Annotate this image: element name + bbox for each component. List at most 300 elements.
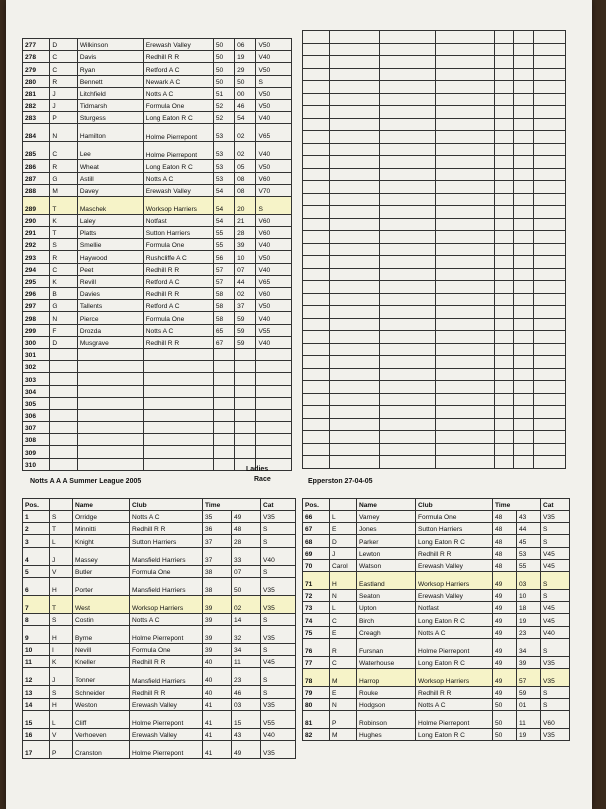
time-min-cell: 49: [493, 589, 517, 601]
table-row: [23, 348, 292, 360]
empty-cell: [329, 181, 379, 194]
table-row: [23, 184, 292, 196]
position-cell: 77: [303, 656, 330, 668]
empty-cell: [533, 131, 565, 144]
time-sec-cell: 08: [235, 184, 256, 196]
table-row: [303, 547, 570, 559]
name-cell: Ryan: [77, 63, 143, 75]
name-cell: Davey: [77, 184, 143, 196]
table-row: [303, 589, 570, 601]
time-min-cell: 36: [203, 523, 232, 535]
category-cell: V40: [256, 51, 292, 63]
time-min-cell: 41: [203, 710, 232, 728]
table-row: [23, 124, 292, 142]
name-cell: Wilkinson: [77, 39, 143, 51]
position-cell: 69: [303, 547, 330, 559]
empty-cell: [494, 181, 513, 194]
empty-cell: [303, 131, 330, 144]
empty-cell: [379, 381, 435, 394]
initial-cell: H: [330, 571, 357, 589]
time-min-cell: 54: [213, 196, 234, 214]
empty-cell: [533, 168, 565, 181]
club-cell: [143, 361, 213, 373]
empty-cell: [329, 456, 379, 469]
table-row: [23, 214, 292, 226]
time-min-cell: 40: [203, 656, 232, 668]
time-min-cell: 50: [213, 63, 234, 75]
empty-cell: [379, 31, 435, 44]
position-cell: 4: [23, 547, 50, 565]
empty-cell: [303, 68, 330, 81]
empty-cell: [379, 281, 435, 294]
empty-cell: [494, 456, 513, 469]
empty-cell: [329, 343, 379, 356]
empty-cell: [379, 118, 435, 131]
empty-cell: [329, 131, 379, 144]
time-sec-cell: 29: [235, 63, 256, 75]
time-sec-cell: 07: [235, 263, 256, 275]
empty-cell: [514, 56, 533, 69]
empty-cell: [494, 168, 513, 181]
empty-cell: [514, 68, 533, 81]
venue-date: Epperston 27-04-05: [308, 478, 373, 485]
position-cell: 292: [23, 239, 50, 251]
empty-cell: [435, 293, 494, 306]
club-cell: [143, 373, 213, 385]
empty-row: [303, 268, 566, 281]
time-sec-cell: 50: [232, 577, 261, 595]
empty-cell: [494, 281, 513, 294]
category-cell: V45: [541, 614, 570, 626]
table-row: [23, 535, 296, 547]
empty-cell: [514, 418, 533, 431]
category-cell: V55: [256, 324, 292, 336]
initial-cell: V: [50, 728, 73, 740]
category-cell: V60: [256, 288, 292, 300]
name-cell: Rouke: [357, 686, 416, 698]
empty-row: [303, 306, 566, 319]
empty-cell: [379, 268, 435, 281]
time-sec-cell: 39: [235, 239, 256, 251]
club-cell: Redhill R R: [143, 263, 213, 275]
empty-cell: [435, 331, 494, 344]
col-cat-header: Cat: [541, 499, 570, 511]
time-sec-cell: 11: [232, 656, 261, 668]
empty-cell: [303, 393, 330, 406]
time-sec-cell: 02: [232, 595, 261, 613]
name-cell: [77, 397, 143, 409]
empty-cell: [494, 81, 513, 94]
initial-cell: E: [330, 686, 357, 698]
position-cell: 79: [303, 686, 330, 698]
empty-cell: [379, 431, 435, 444]
time-min-cell: 39: [203, 613, 232, 625]
club-cell: Mansfield Harriers: [130, 577, 203, 595]
name-cell: Butler: [73, 565, 130, 577]
name-cell: Astill: [77, 172, 143, 184]
initial-cell: T: [50, 227, 77, 239]
initial-cell: K: [50, 656, 73, 668]
empty-cell: [329, 406, 379, 419]
club-cell: Newark A C: [143, 75, 213, 87]
empty-cell: [514, 118, 533, 131]
empty-cell: [379, 368, 435, 381]
empty-row: [303, 281, 566, 294]
club-cell: Long Eaton R C: [143, 160, 213, 172]
empty-row: [303, 106, 566, 119]
empty-cell: [494, 256, 513, 269]
category-cell: S: [261, 686, 296, 698]
time-sec-cell: 06: [235, 39, 256, 51]
empty-row: [303, 406, 566, 419]
empty-cell: [494, 56, 513, 69]
time-sec-cell: 43: [232, 728, 261, 740]
empty-cell: [514, 318, 533, 331]
initial-cell: J: [50, 668, 73, 686]
category-cell: V50: [256, 99, 292, 111]
table-row: [23, 385, 292, 397]
category-cell: S: [261, 565, 296, 577]
empty-cell: [514, 181, 533, 194]
empty-cell: [303, 406, 330, 419]
empty-row: [303, 181, 566, 194]
club-cell: Holme Pierrepont: [130, 625, 203, 643]
club-cell: Notfast: [416, 602, 493, 614]
name-cell: Minnitti: [73, 523, 130, 535]
category-cell: S: [256, 196, 292, 214]
empty-cell: [514, 356, 533, 369]
time-min-cell: 51: [213, 87, 234, 99]
empty-row: [303, 43, 566, 56]
club-cell: [143, 385, 213, 397]
category-cell: S: [261, 523, 296, 535]
time-min-cell: 49: [493, 686, 517, 698]
time-min-cell: 56: [213, 251, 234, 263]
time-sec-cell: 05: [235, 160, 256, 172]
col-time-header: Time: [203, 499, 261, 511]
empty-cell: [303, 456, 330, 469]
col-cat-header: Cat: [261, 499, 296, 511]
initial-cell: M: [50, 184, 77, 196]
time-sec-cell: 59: [517, 686, 541, 698]
name-cell: West: [73, 595, 130, 613]
category-cell: V40: [261, 547, 296, 565]
category-cell: V70: [256, 184, 292, 196]
empty-cell: [329, 156, 379, 169]
club-cell: [143, 446, 213, 458]
category-cell: S: [541, 523, 570, 535]
empty-cell: [435, 418, 494, 431]
name-cell: [77, 373, 143, 385]
empty-cell: [533, 181, 565, 194]
initial-cell: J: [50, 87, 77, 99]
empty-cell: [329, 268, 379, 281]
table-row: [23, 686, 296, 698]
time-min-cell: 49: [493, 602, 517, 614]
category-cell: V45: [261, 656, 296, 668]
time-min-cell: 57: [213, 263, 234, 275]
position-cell: 297: [23, 300, 50, 312]
time-min-cell: 53: [213, 172, 234, 184]
empty-cell: [514, 368, 533, 381]
table-row: [23, 565, 296, 577]
empty-cell: [379, 131, 435, 144]
position-cell: 303: [23, 373, 50, 385]
club-cell: Holme Pierrepont: [143, 124, 213, 142]
empty-cell: [494, 268, 513, 281]
header-row: [23, 499, 296, 511]
table-row: [23, 251, 292, 263]
empty-cell: [329, 281, 379, 294]
time-sec-cell: 10: [517, 589, 541, 601]
time-min-cell: [213, 361, 234, 373]
time-min-cell: 65: [213, 324, 234, 336]
category-cell: V60: [256, 172, 292, 184]
empty-cell: [379, 393, 435, 406]
empty-cell: [379, 168, 435, 181]
empty-cell: [514, 193, 533, 206]
club-cell: Retford A C: [143, 275, 213, 287]
empty-cell: [514, 31, 533, 44]
club-cell: Rushcliffe A C: [143, 251, 213, 263]
time-sec-cell: 20: [235, 196, 256, 214]
empty-cell: [435, 406, 494, 419]
empty-cell: [435, 231, 494, 244]
table-row: [23, 324, 292, 336]
name-cell: Porter: [73, 577, 130, 595]
empty-row: [303, 318, 566, 331]
name-cell: Platts: [77, 227, 143, 239]
time-sec-cell: 33: [232, 547, 261, 565]
empty-cell: [494, 431, 513, 444]
club-cell: Long Eaton R C: [416, 729, 493, 741]
empty-cell: [514, 381, 533, 394]
empty-cell: [494, 156, 513, 169]
position-cell: 295: [23, 275, 50, 287]
initial-cell: H: [50, 698, 73, 710]
empty-cell: [303, 143, 330, 156]
club-cell: Mansfield Harriers: [130, 668, 203, 686]
empty-cell: [329, 368, 379, 381]
empty-cell: [303, 268, 330, 281]
name-cell: Lewton: [357, 547, 416, 559]
name-cell: Upton: [357, 602, 416, 614]
empty-cell: [533, 218, 565, 231]
club-cell: Notfast: [143, 214, 213, 226]
initial-cell: J: [50, 547, 73, 565]
initial-cell: E: [330, 626, 357, 638]
empty-cell: [379, 143, 435, 156]
time-min-cell: 55: [213, 227, 234, 239]
time-sec-cell: 48: [232, 523, 261, 535]
initial-cell: J: [330, 547, 357, 559]
empty-cell: [494, 343, 513, 356]
empty-cell: [494, 318, 513, 331]
empty-cell: [514, 43, 533, 56]
club-cell: Redhill R R: [143, 336, 213, 348]
empty-row: [303, 368, 566, 381]
empty-cell: [303, 231, 330, 244]
empty-cell: [435, 31, 494, 44]
empty-cell: [494, 118, 513, 131]
time-sec-cell: 28: [232, 535, 261, 547]
category-cell: S: [261, 535, 296, 547]
club-cell: Long Eaton R C: [416, 614, 493, 626]
position-cell: 277: [23, 39, 50, 51]
club-cell: Notts A C: [143, 87, 213, 99]
empty-cell: [379, 443, 435, 456]
club-cell: Erewash Valley: [416, 589, 493, 601]
club-cell: Erewash Valley: [143, 39, 213, 51]
position-cell: 294: [23, 263, 50, 275]
category-cell: V40: [261, 728, 296, 740]
empty-row: [303, 343, 566, 356]
empty-cell: [533, 31, 565, 44]
position-cell: 308: [23, 434, 50, 446]
time-sec-cell: 02: [235, 142, 256, 160]
time-min-cell: 35: [203, 511, 232, 523]
empty-cell: [379, 418, 435, 431]
table-row: [303, 626, 570, 638]
empty-cell: [435, 118, 494, 131]
empty-cell: [435, 343, 494, 356]
initial-cell: L: [50, 710, 73, 728]
initial-cell: P: [50, 112, 77, 124]
empty-cell: [435, 56, 494, 69]
table-row: [23, 643, 296, 655]
category-cell: S: [541, 589, 570, 601]
empty-cell: [494, 218, 513, 231]
position-cell: 307: [23, 422, 50, 434]
name-cell: Drozda: [77, 324, 143, 336]
club-cell: Long Eaton R C: [416, 656, 493, 668]
time-sec-cell: 03: [517, 571, 541, 589]
time-sec-cell: 53: [517, 547, 541, 559]
name-cell: Weston: [73, 698, 130, 710]
time-sec-cell: 08: [235, 172, 256, 184]
empty-cell: [435, 268, 494, 281]
initial-cell: C: [330, 656, 357, 668]
time-min-cell: 49: [493, 638, 517, 656]
name-cell: Byrne: [73, 625, 130, 643]
category-cell: [256, 397, 292, 409]
initial-cell: E: [330, 523, 357, 535]
empty-cell: [329, 193, 379, 206]
position-cell: 76: [303, 638, 330, 656]
time-min-cell: 48: [493, 559, 517, 571]
category-cell: [256, 446, 292, 458]
name-cell: Creagh: [357, 626, 416, 638]
time-min-cell: 40: [203, 668, 232, 686]
initial-cell: C: [50, 142, 77, 160]
time-sec-cell: [235, 422, 256, 434]
club-cell: Formula One: [416, 511, 493, 523]
empty-cell: [435, 93, 494, 106]
time-min-cell: [213, 446, 234, 458]
table-row: [303, 656, 570, 668]
category-cell: V35: [261, 698, 296, 710]
initial-cell: N: [330, 699, 357, 711]
initial-cell: C: [50, 263, 77, 275]
empty-cell: [329, 306, 379, 319]
category-cell: [256, 409, 292, 421]
time-sec-cell: 32: [232, 625, 261, 643]
initial-cell: B: [50, 288, 77, 300]
time-sec-cell: 07: [232, 565, 261, 577]
time-sec-cell: [235, 361, 256, 373]
empty-cell: [494, 356, 513, 369]
table-row: [23, 422, 292, 434]
club-cell: Redhill R R: [130, 523, 203, 535]
empty-cell: [435, 131, 494, 144]
empty-cell: [303, 306, 330, 319]
empty-cell: [379, 231, 435, 244]
empty-cell: [303, 318, 330, 331]
initial-cell: C: [50, 63, 77, 75]
time-min-cell: 50: [213, 75, 234, 87]
name-cell: Massey: [73, 547, 130, 565]
table-row: [303, 559, 570, 571]
empty-cell: [435, 143, 494, 156]
initial-cell: D: [330, 535, 357, 547]
initial-cell: [50, 348, 77, 360]
time-min-cell: 49: [493, 626, 517, 638]
time-sec-cell: 03: [232, 698, 261, 710]
empty-cell: [379, 193, 435, 206]
empty-cell: [303, 206, 330, 219]
empty-cell: [379, 156, 435, 169]
results-sheet: [6, 0, 592, 809]
time-sec-cell: 49: [232, 511, 261, 523]
table-row: [23, 160, 292, 172]
name-cell: Laley: [77, 214, 143, 226]
table-row: [23, 227, 292, 239]
empty-cell: [514, 281, 533, 294]
category-cell: [256, 373, 292, 385]
empty-cell: [494, 418, 513, 431]
category-cell: V50: [256, 251, 292, 263]
club-cell: Formula One: [143, 239, 213, 251]
col-name-header: Name: [73, 499, 130, 511]
position-cell: 14: [23, 698, 50, 710]
col-name-header: Name: [357, 499, 416, 511]
empty-row: [303, 143, 566, 156]
empty-cell: [329, 356, 379, 369]
table-row: [23, 434, 292, 446]
initial-cell: T: [50, 196, 77, 214]
initial-cell: H: [50, 625, 73, 643]
club-cell: Retford A C: [143, 300, 213, 312]
category-cell: [256, 434, 292, 446]
empty-row: [303, 331, 566, 344]
position-cell: 3: [23, 535, 50, 547]
empty-cell: [303, 368, 330, 381]
position-cell: 17: [23, 740, 50, 758]
category-cell: S: [261, 613, 296, 625]
time-min-cell: 55: [213, 239, 234, 251]
table-row: [23, 87, 292, 99]
club-cell: Notts A C: [416, 699, 493, 711]
time-min-cell: 37: [203, 547, 232, 565]
empty-row: [303, 68, 566, 81]
empty-row: [303, 218, 566, 231]
empty-cell: [494, 368, 513, 381]
position-cell: 305: [23, 397, 50, 409]
table-row: [23, 361, 292, 373]
empty-cell: [533, 81, 565, 94]
empty-cell: [329, 381, 379, 394]
time-min-cell: 50: [213, 51, 234, 63]
